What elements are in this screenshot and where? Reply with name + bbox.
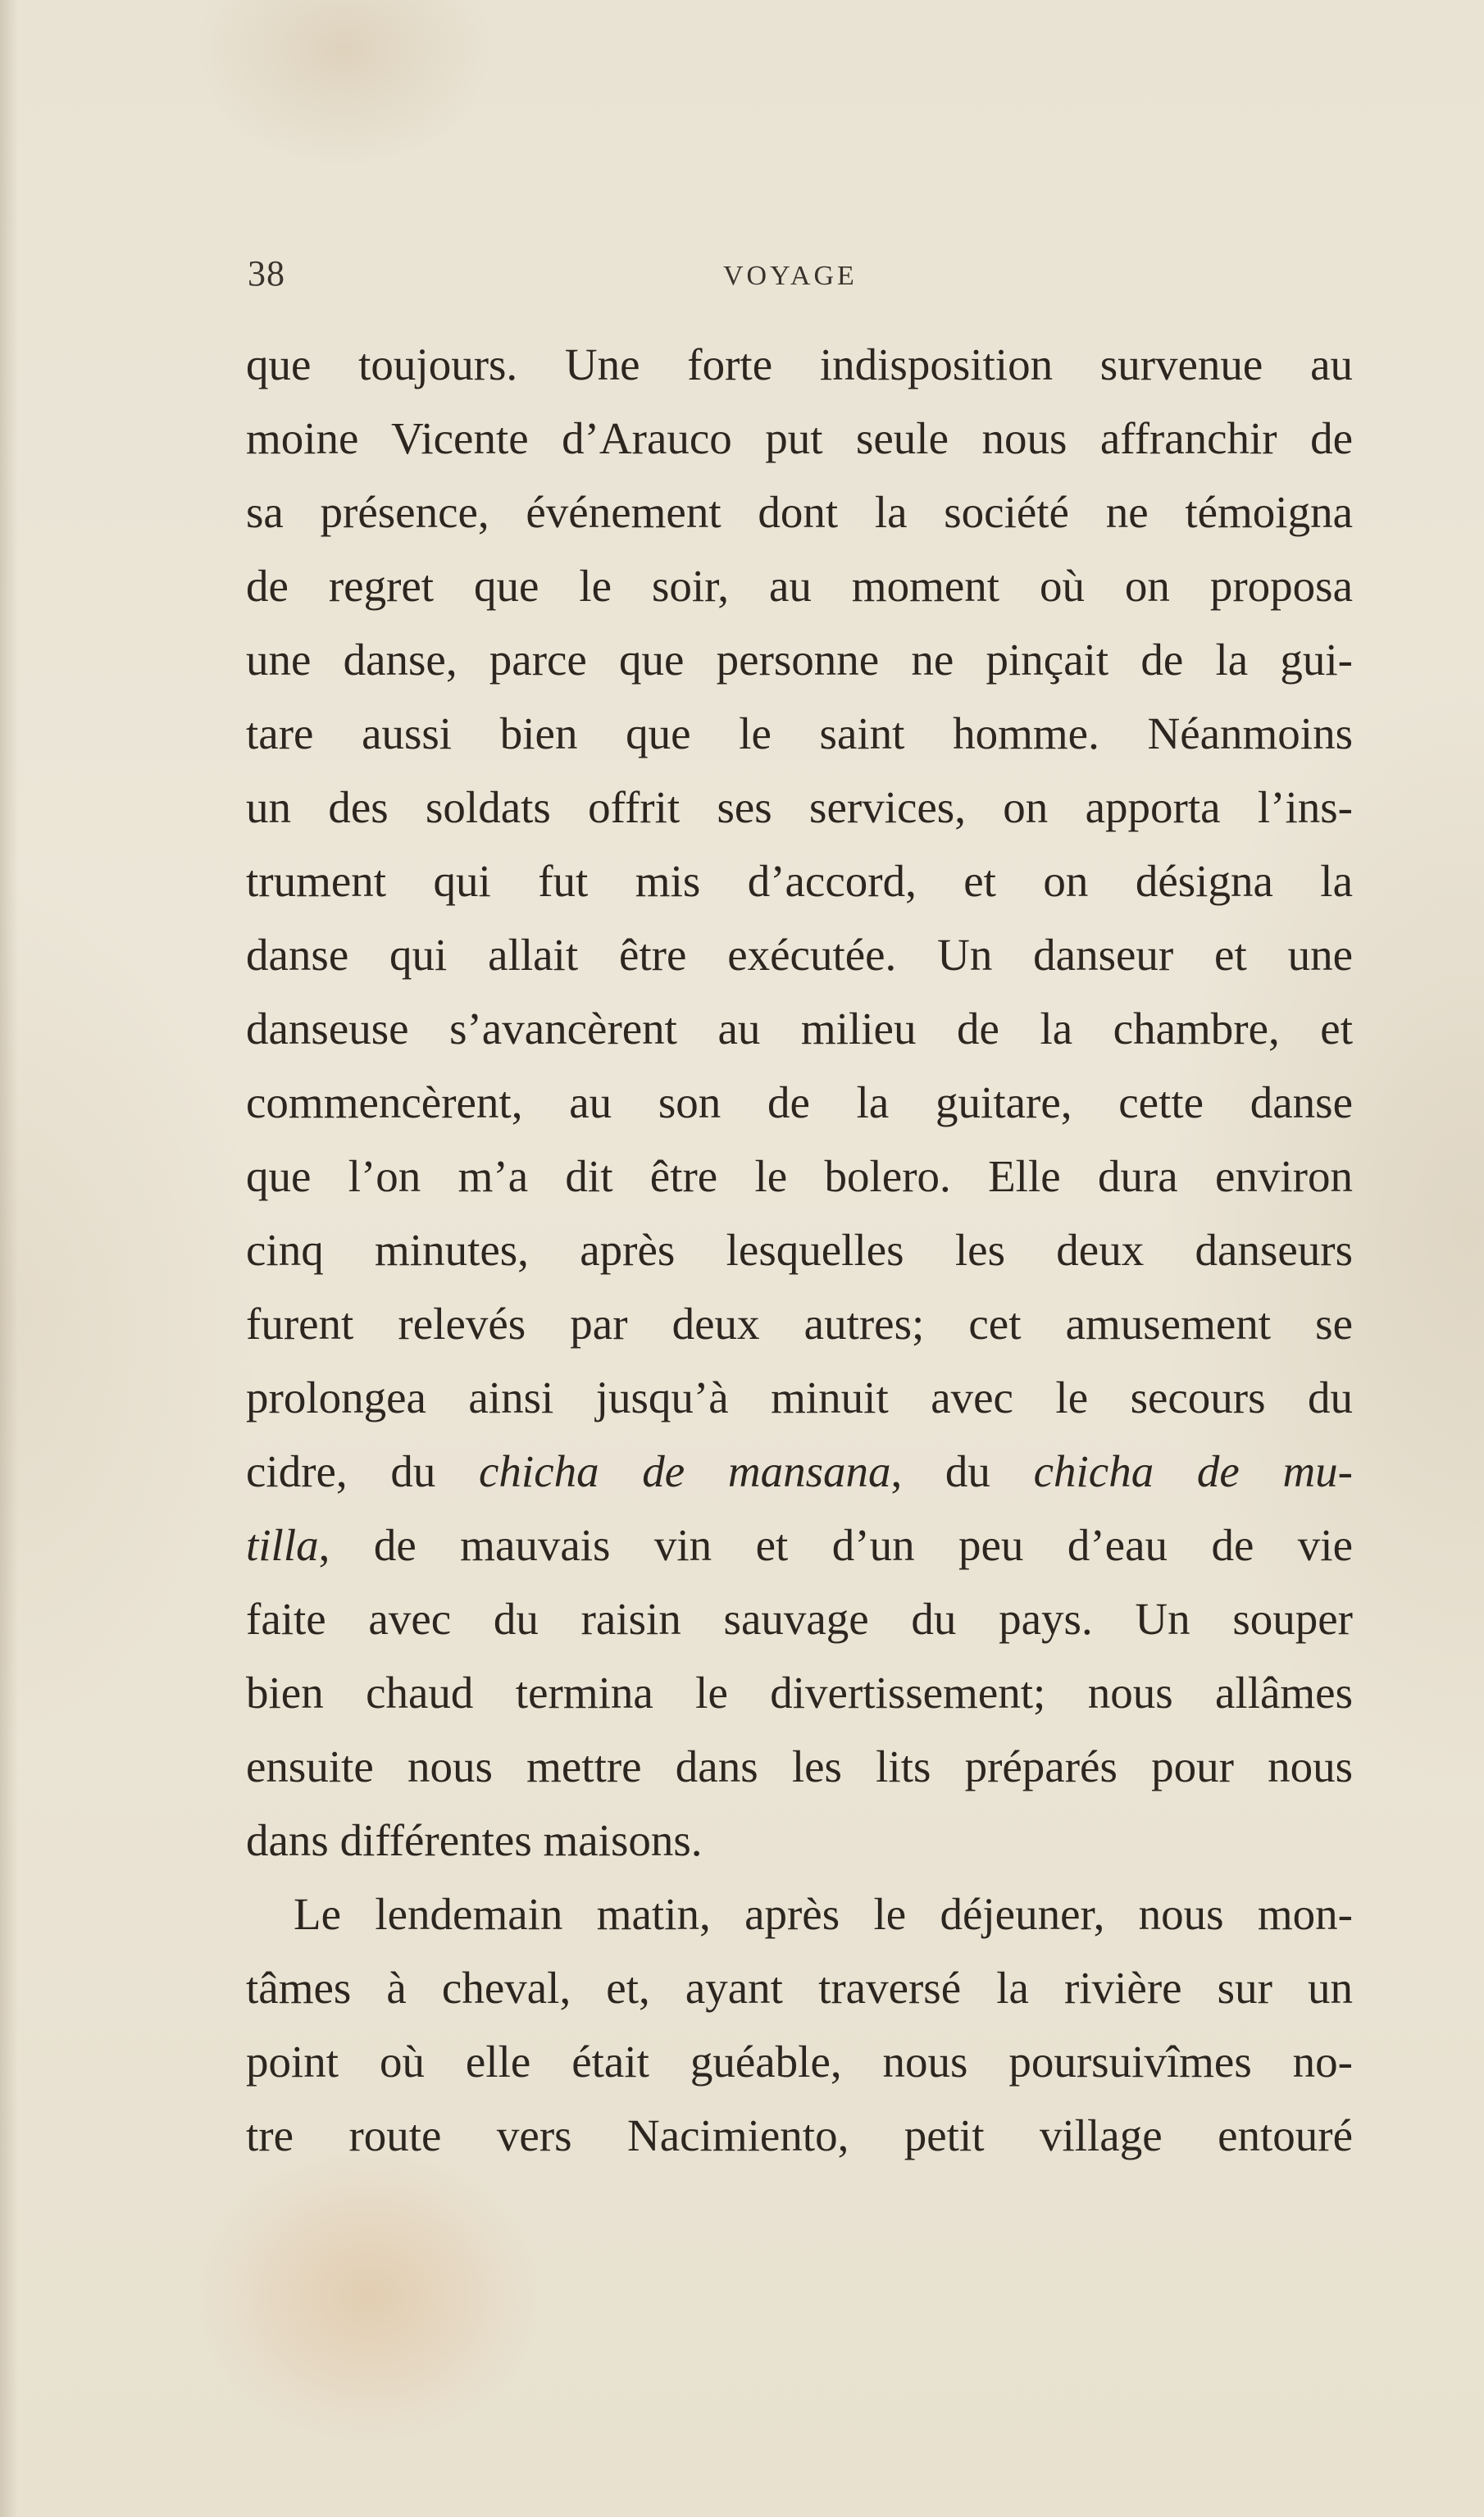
body-text: [246, 328, 1353, 2173]
text-line: ensuite nous mettre dans les lits préparés pour nous: [246, 1741, 1353, 1791]
text-line: que toujours. Une forte indisposition survenue au: [246, 339, 1353, 389]
text-line: dans différentes maisons.: [246, 1815, 703, 1865]
text-line: danseuse s’avancèrent au milieu de la chambre, et: [246, 1004, 1353, 1054]
text-run: , du: [890, 1446, 1034, 1496]
italic-term: tilla: [246, 1520, 319, 1570]
text-line: moine Vicente d’Arauco put seule nous affranchir de: [246, 413, 1353, 463]
text-line: trument qui fut mis d’accord, et on désigna la: [246, 856, 1353, 906]
page-header: [248, 253, 1363, 302]
text-line-with-italics: [246, 1509, 1353, 1582]
text-line: danse qui allait être exécutée. Un danseur et une: [246, 930, 1353, 980]
text-run: , de mauvais vin et d’un peu d’eau de vie: [318, 1520, 1353, 1570]
text-line-with-italics: [246, 1435, 1353, 1509]
text-line: sa présence, événement dont la société ne témoigna: [246, 487, 1353, 537]
text-line: prolongea ainsi jusqu’à minuit avec le secours du: [246, 1372, 1353, 1422]
text-line: que l’on m’a dit être le bolero. Elle dura environ: [246, 1151, 1353, 1201]
text-line: de regret que le soir, au moment où on proposa: [246, 561, 1353, 611]
text-line: commencèrent, au son de la guitare, cette danse: [246, 1077, 1353, 1127]
italic-term: chicha de mansana: [479, 1446, 891, 1496]
page-number: 38: [248, 253, 285, 294]
text-line: un des soldats offrit ses services, on apporta l’ins-: [246, 782, 1353, 832]
italic-term: chicha de mu-: [1033, 1446, 1353, 1496]
page-edge-shadow: [0, 0, 18, 2517]
text-line: tare aussi bien que le saint homme. Néanmoins: [246, 708, 1353, 758]
text-line: Le lendemain matin, après le déjeuner, nous mon-: [294, 1889, 1353, 1939]
text-line: furent relevés par deux autres; cet amusement se: [246, 1299, 1353, 1349]
text-line: cinq minutes, après lesquelles les deux danseurs: [246, 1225, 1353, 1275]
text-line: point où elle était guéable, nous poursuivîmes no-: [246, 2037, 1353, 2087]
text-line: une danse, parce que personne ne pinçait de la gui-: [246, 635, 1353, 685]
text-run: cidre, du: [246, 1446, 480, 1496]
text-line: tâmes à cheval, et, ayant traversé la rivière sur un: [246, 1963, 1353, 2013]
running-title: VOYAGE: [723, 261, 858, 291]
text-line: tre route vers Nacimiento, petit village entouré: [246, 2110, 1353, 2160]
text-line: faite avec du raisin sauvage du pays. Un souper: [246, 1594, 1353, 1644]
text-line: bien chaud termina le divertissement; nous allâmes: [246, 1668, 1353, 1718]
